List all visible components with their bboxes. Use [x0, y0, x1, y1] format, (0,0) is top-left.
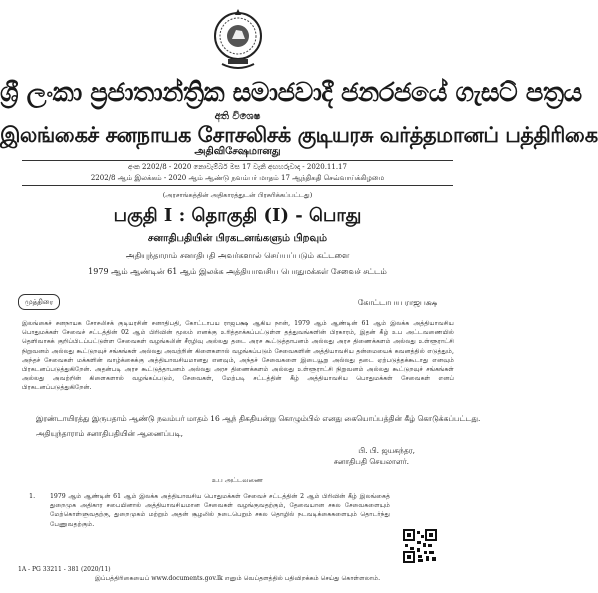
part-title: பகுதி I : தொகுதி (I) - பொது	[113, 205, 362, 226]
tamil-title: இலங்கைச் சனநாயக சோசலிசக் குடியரசு வர்த்தமானப் பத்திரிகை	[0, 122, 598, 147]
given-line: இரண்டாயிரத்து இருபதாம் ஆண்டு நவம்பர் மாதம் 16 ஆந் திகதியன்று கொழும்பில் எனது கையொப்பத்தின் கீழ் கொடுக்கப்பட்டது.	[36, 414, 481, 423]
order-subtitle: அதியுந்தாராம் சனாதிபதி அவர்களால் செய்யப்படும் கட்டளை	[125, 251, 350, 260]
footer-note: இப்பத்திரிகையைப் www.documents.gov.lk எனும் வெப்தளத்தில் பதிவிறக்கம் செய்து கொள்ளலாம்.	[94, 575, 381, 582]
issue-line-tamil: 2202/8 ஆம் இலக்கம் - 2020 ஆம் ஆண்டு நவம்பர் மாதம் 17 ஆந்திகதி செவ்வாய்க்கிழமை	[90, 174, 385, 182]
tamil-extraordinary: அதிவிசேஷமானது	[194, 146, 281, 157]
order-line: அதியுந்தாராம் சனாதிபதியின் ஆணைப்படி,	[36, 429, 183, 438]
national-emblem-icon	[212, 6, 264, 72]
seal-stamp: முத்திரை	[18, 294, 60, 310]
signer-name: பி. பி. ஜயசுந்தர,	[358, 446, 415, 455]
divider	[22, 160, 453, 161]
proclamation-body: இலங்கைச் சனநாயக சோசலிசக் குடியரசின் சனாதிபதி, கோட்டாபய ராஜபக்ஷ ஆகிய நான், 1979 ஆம் ஆண்டின் 61 ஆம் இலக்க அத்தியாவசிய பொதுமக்கள் சேவைச் சட்டத்தின் 02 ஆம் பிரிவின் மூலம் எனக்கு உரித்தாக்கப்பட்டுள்ள தத்துவங்களின் பிரகாரம், இதன் கீழ் உப அட்டவணையில் தெளிவாகக் குறிப்பிடப்பட்டுள்ள சேவைகள் வழங்கலின் சீரழிவு அல்லது தடை அரச கூட்டுத்தாபனம் அல்லது அரச திணைக்களம் அல்லது உள்ளூராட்சி நிறுவனம் அல்லது கூட்டுறவுச் சங்கங்கள் அல்லது அவற்றின் கிளைகளால் வழங்கப்படும் சேவைகளின் அத்தியாவசிய தன்மையைக் கவனத்தில் எடுத்தும், அந்தச் சேவைகள் மக்களின் வாழ்க்கைக்கு அத்தியாவசியமானது எனவும், அந்தச் சேவைகளை இடையூறு அல்லது தடை ஏற்படுத்தக்கூடாது எனவும் பிரகடனப்படுத்துகிறேன். அதன்படி அரச கூட்டுத்தாபனம் அல்லது அரச திணைக்களம் அல்லது உள்ளூராட்சி நிறுவனம் அல்லது கூட்டுறவுச் சங்கங்கள் அல்லது அவற்றின் கிளைகளால் வழங்கப்படும், சேவைகள், மேற்படி சட்டத்தின் கீழ் அத்தியாவசிய பொதுமக்கள் சேவைகள் எனப் பிரகடனப்படுத்துகிறேன்.	[22, 320, 454, 392]
section-title: சனாதிபதியின் பிரகடனங்களும் பிறவும்	[147, 233, 328, 244]
authority-note: (அரசாங்கத்தின் அதிகாரத்துடன் பிரசுரிக்கப்பட்டது)	[162, 191, 313, 199]
sinhala-extraordinary: අති විශෙෂ	[214, 111, 261, 122]
schedule-item-number: 1.	[29, 492, 36, 500]
president-signature: கோட்டாபய ராஜபக்ஷ	[357, 298, 437, 307]
schedule-heading: உப அட்டவணை	[211, 476, 263, 484]
print-code: 1A - PG 33211 - 381 (2020/11)	[18, 566, 111, 573]
signer-title: சனாதிபதி செயலாளர்.	[333, 457, 409, 466]
issue-line-sinhala: අංක 2202/8 - 2020 නොවැම්බර් මස 17 වැනි අඟහරුවාදා - 2020.11.17	[128, 163, 347, 171]
qr-code-icon	[403, 529, 437, 563]
act-title: 1979 ஆம் ஆண்டின் 61 ஆம் இலக்க அத்தியாவசிய பொதுமக்கள் சேவைச் சட்டம்	[88, 267, 387, 276]
schedule-item-text: 1979 ஆம் ஆண்டின் 61 ஆம் இலக்க அத்தியாவசிய பொதுமக்கள் சேவைச் சட்டத்தின் 2 ஆம் பிரிவின் கீழ் இலங்கைத் துறைமுக அதிகார சபையினால் அத்தியாவசியமான சேவைகள் வழங்குவதற்கும், தேவையான சகல சேவைகளையும் மேற்கொள்ளுவதற்கு, துறைமுகம் மற்றும் அதன் சூழலில் நடைபெறும் சகல தொழில் நடவடிக்கைகளையும் தொடர்ந்து பேணுவதற்கும்.	[50, 493, 390, 528]
sinhala-title: ශ්‍රී ලංකා ප්‍රජාතාන්ත්‍රික සමාජවාදී ජනරජයේ ගැසට් පත්‍රය	[0, 78, 582, 108]
divider	[22, 185, 453, 186]
